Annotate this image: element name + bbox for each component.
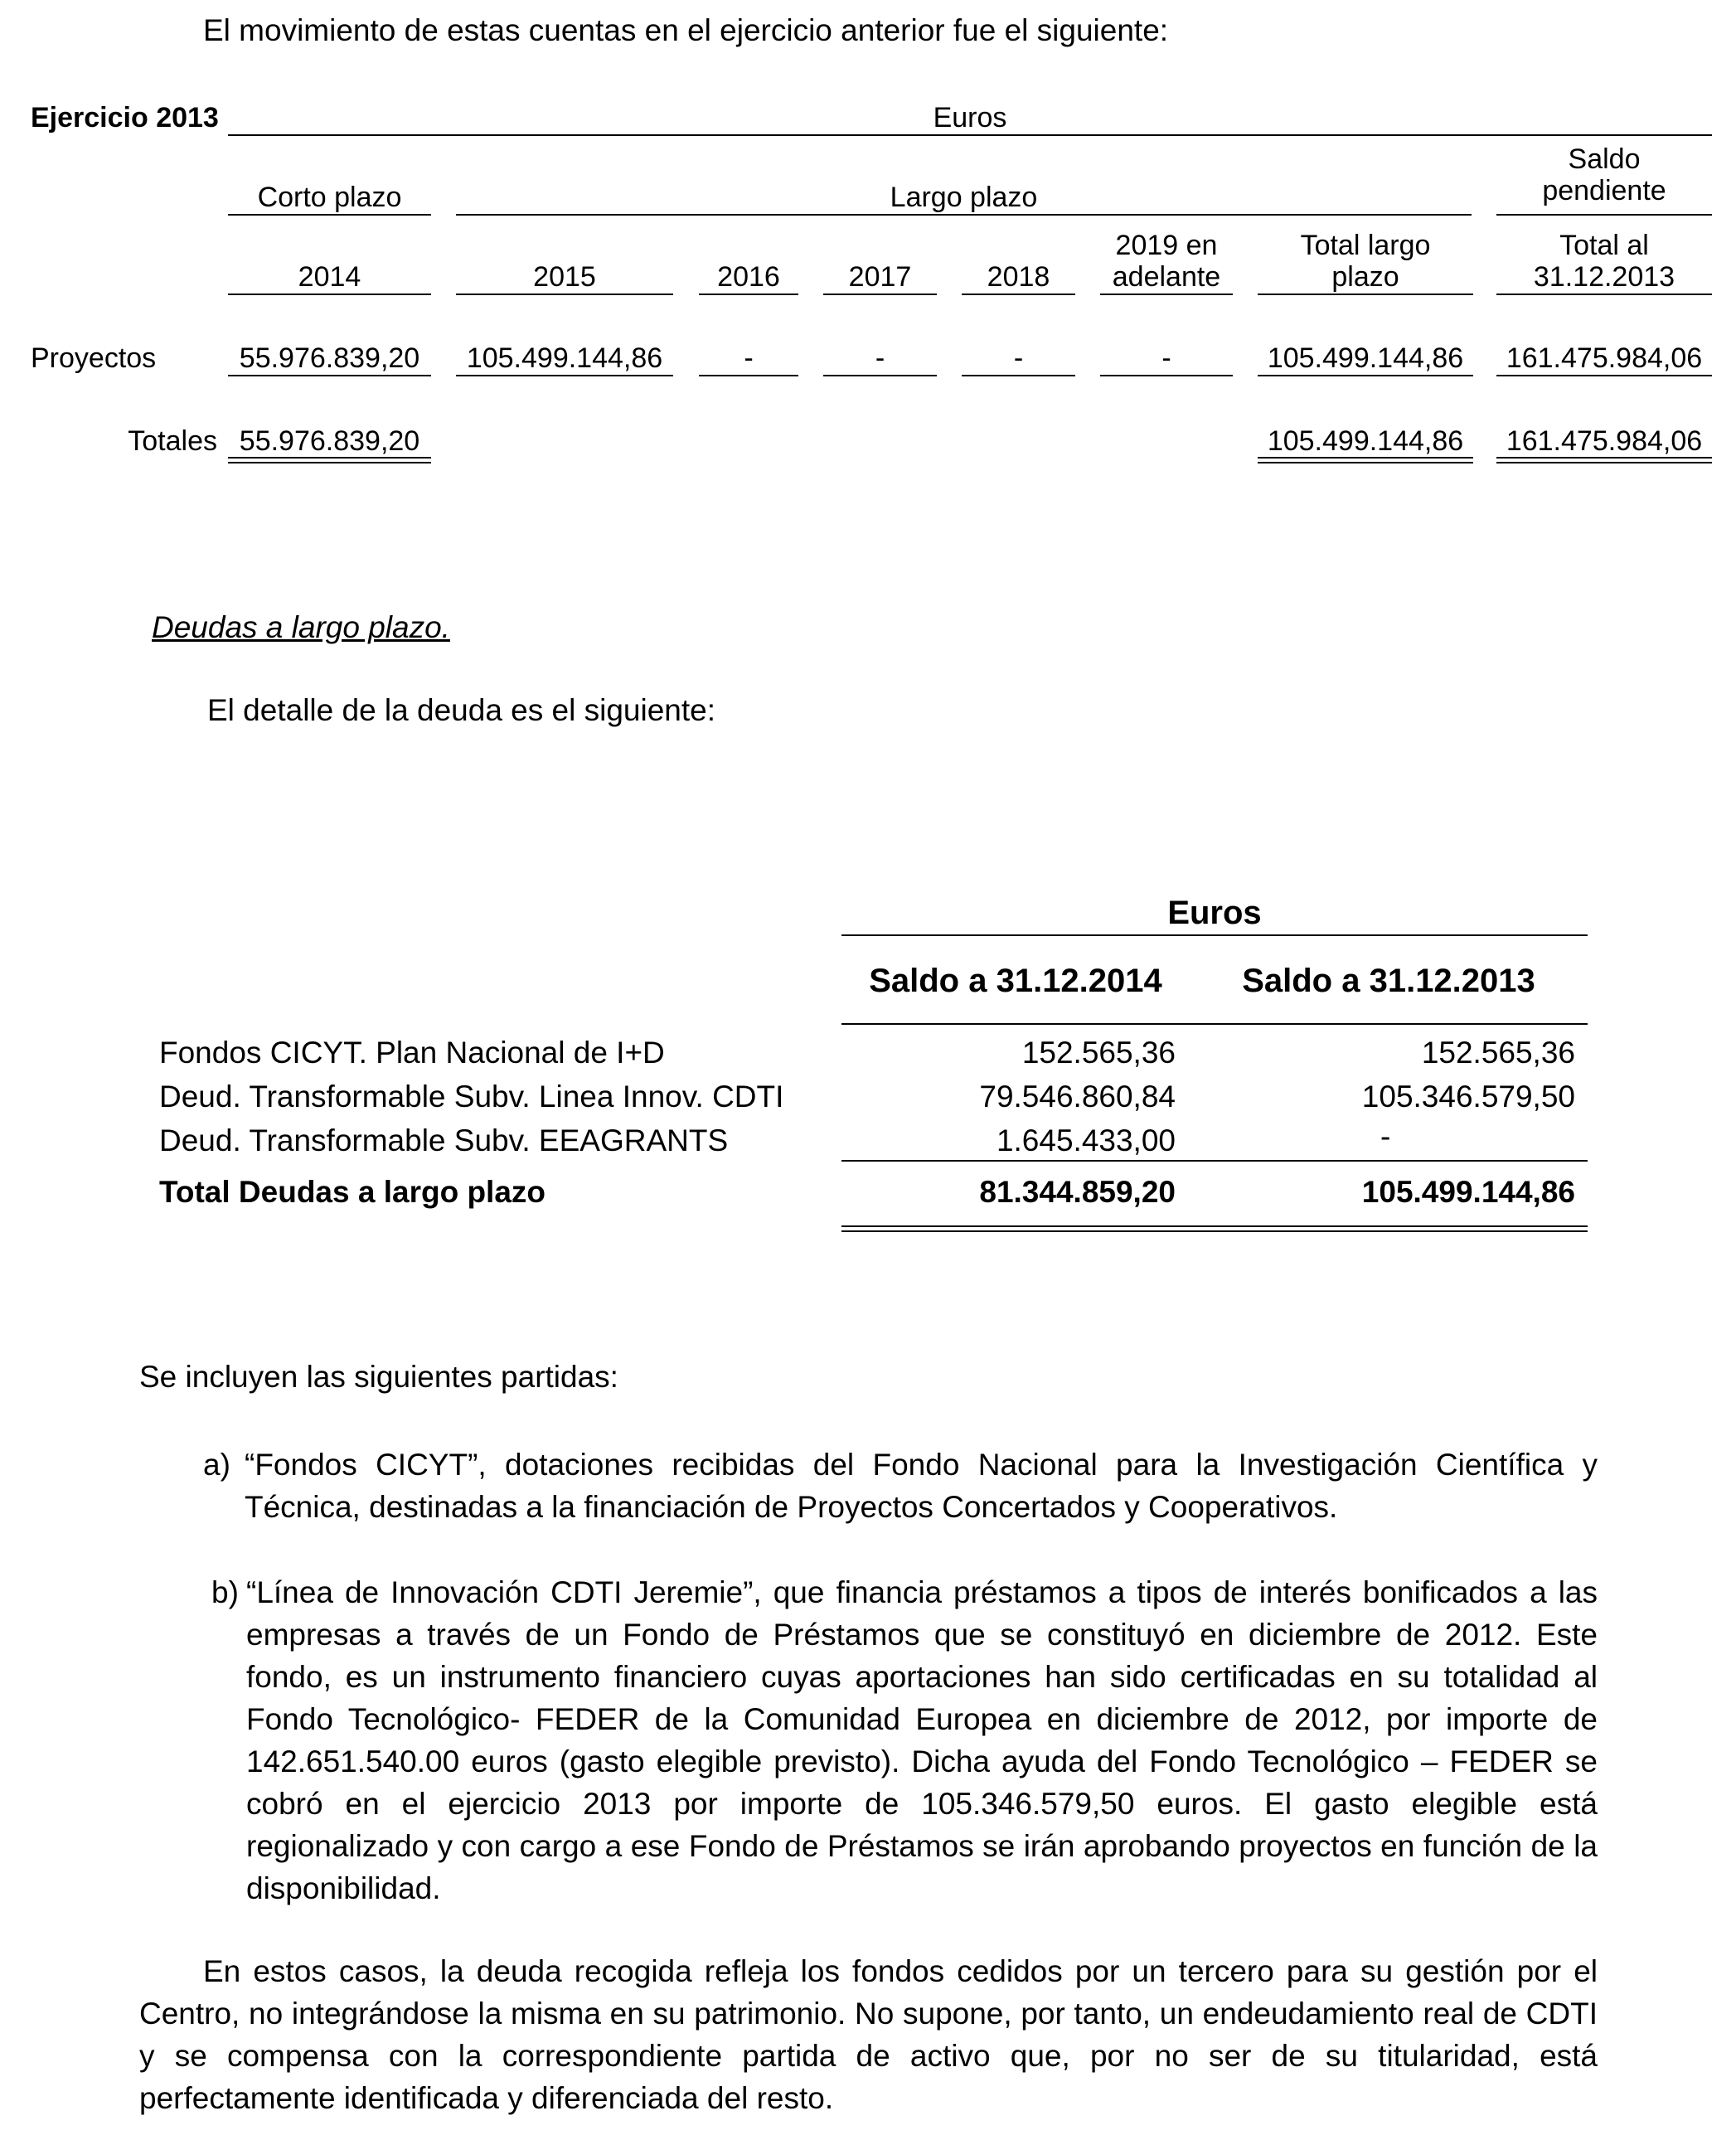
col-rule bbox=[456, 294, 673, 295]
row-rule bbox=[699, 375, 798, 376]
col-header-2014: 2014 bbox=[298, 261, 361, 293]
intro-text: El movimiento de estas cuentas en el ejercicio anterior fue el siguiente: bbox=[203, 13, 1169, 47]
cell-2014: 152.565,36 bbox=[1021, 1036, 1176, 1070]
row-rule bbox=[1496, 375, 1712, 376]
col-header-total-al-1: Total al bbox=[1559, 230, 1649, 261]
col-rule bbox=[228, 294, 431, 295]
item-text bbox=[245, 1444, 1598, 1528]
double-rule bbox=[1496, 457, 1712, 463]
table1-row-title: Ejercicio 2013 bbox=[31, 102, 219, 133]
table2-double-rule bbox=[841, 1225, 1588, 1232]
detail-text: El detalle de la deuda es el siguiente: bbox=[207, 693, 715, 727]
table2-col-2013: Saldo a 31.12.2013 bbox=[1242, 963, 1535, 999]
table2-col-2014: Saldo a 31.12.2014 bbox=[869, 963, 1162, 999]
cell-2013: - bbox=[1380, 1119, 1391, 1153]
col-header-total-al-2: 31.12.2013 bbox=[1533, 261, 1675, 293]
table1-currency: Euros bbox=[933, 102, 1007, 133]
col-rule bbox=[962, 294, 1075, 295]
cell-2018: - bbox=[1013, 342, 1024, 374]
cell-2014: 55.976.839,20 bbox=[239, 425, 420, 457]
table1-group-pending-1: Saldo bbox=[1568, 143, 1641, 175]
cell-2017: - bbox=[875, 342, 885, 374]
section-heading: Deudas a largo plazo. bbox=[152, 610, 450, 644]
item-b-paragraph: “Línea de Innovación CDTI Jeremie”, que financia préstamos a tipos de interés bonificados a las empresas a través de un Fondo de Préstamos que se constituyó en diciembre de 2012. Este fondo, es un instrumento financiero cuyas aportaciones han sido certificadas en su totalidad al Fondo Tecnológico- FEDER de la Comunidad Europea en diciembre de 2012, por importe de 142.651.540.00 euros (gasto elegible previsto). Dicha ayuda del Fondo Tecnológico – FEDER se cobró en el ejercicio 2013 por importe de 105.346.579,50 euros. El gasto elegible está regionalizado y con cargo a ese Fondo de Préstamos se irán aprobando proyectos en función de la disponibilidad. bbox=[246, 1575, 1598, 1905]
col-header-total-lp-1: Total largo bbox=[1300, 230, 1431, 261]
row-label: Deud. Transformable Subv. EEAGRANTS bbox=[159, 1123, 729, 1157]
cell-2013: 105.499.144,86 bbox=[1361, 1175, 1575, 1209]
col-header-2015: 2015 bbox=[533, 261, 596, 293]
table2-currency-rule bbox=[841, 934, 1588, 936]
col-rule bbox=[1496, 294, 1712, 295]
table1-group-rule-short bbox=[228, 214, 431, 216]
row-rule bbox=[823, 375, 937, 376]
col-rule bbox=[823, 294, 937, 295]
cell-2016: - bbox=[744, 342, 754, 374]
table1-group-rule-long bbox=[456, 214, 1472, 216]
col-header-2019-2: adelante bbox=[1112, 261, 1221, 293]
item-a-paragraph: “Fondos CICYT”, dotaciones recibidas del Fondo Nacional para la Investigación Científica y Técnica, destinadas a la financiación de Proyectos Concertados y Cooperativos. bbox=[245, 1448, 1598, 1524]
table2-header-rule bbox=[841, 1023, 1588, 1025]
col-rule bbox=[699, 294, 798, 295]
cell-2014: 1.645.433,00 bbox=[996, 1123, 1176, 1157]
table2-subtotal-rule bbox=[841, 1160, 1588, 1162]
closing-paragraph-text: En estos casos, la deuda recogida refleja los fondos cedidos por un tercero para su gestión por el Centro, no integrándose la misma en su patrimonio. No supone, por tanto, un endeudamiento real de CDTI y se compensa con la correspondiente partida de activo que, por no ser de su titularidad, está perfectamente identificada y diferenciada del resto. bbox=[139, 1954, 1598, 2115]
row-label: Totales bbox=[128, 425, 217, 457]
cell-total-lp: 105.499.144,86 bbox=[1267, 425, 1464, 457]
closing-paragraph bbox=[139, 1950, 1598, 2119]
double-rule bbox=[1258, 457, 1473, 463]
cell-2014: 55.976.839,20 bbox=[239, 342, 420, 374]
table2-currency: Euros bbox=[1167, 895, 1262, 931]
cell-2014: 79.546.860,84 bbox=[979, 1080, 1176, 1114]
table1-group-long: Largo plazo bbox=[890, 182, 1038, 213]
cell-total-al: 161.475.984,06 bbox=[1506, 342, 1703, 374]
cell-2019: - bbox=[1161, 342, 1171, 374]
row-rule bbox=[1100, 375, 1233, 376]
includes-text: Se incluyen las siguientes partidas: bbox=[139, 1360, 618, 1394]
row-label: Fondos CICYT. Plan Nacional de I+D bbox=[159, 1036, 665, 1070]
cell-2014: 81.344.859,20 bbox=[979, 1175, 1176, 1209]
item-text bbox=[246, 1571, 1598, 1909]
row-label: Total Deudas a largo plazo bbox=[159, 1175, 546, 1209]
col-rule bbox=[1258, 294, 1473, 295]
col-header-2017: 2017 bbox=[848, 261, 912, 293]
item-marker: a) bbox=[203, 1448, 230, 1482]
col-header-2018: 2018 bbox=[987, 261, 1050, 293]
row-rule bbox=[1258, 375, 1473, 376]
row-rule bbox=[228, 375, 431, 376]
cell-2015: 105.499.144,86 bbox=[466, 342, 663, 374]
table1-group-pending-2: pendiente bbox=[1542, 175, 1666, 206]
double-rule bbox=[228, 457, 431, 463]
row-rule bbox=[962, 375, 1075, 376]
cell-2013: 152.565,36 bbox=[1421, 1036, 1575, 1070]
col-header-2016: 2016 bbox=[717, 261, 780, 293]
row-label: Deud. Transformable Subv. Linea Innov. CDTI bbox=[159, 1080, 784, 1114]
cell-total-lp: 105.499.144,86 bbox=[1267, 342, 1464, 374]
table1-group-rule-pending bbox=[1496, 214, 1712, 216]
col-header-2019-1: 2019 en bbox=[1115, 230, 1218, 261]
table1-currency-rule bbox=[228, 134, 1712, 136]
cell-2013: 105.346.579,50 bbox=[1361, 1080, 1575, 1114]
row-label: Proyectos bbox=[31, 342, 157, 374]
cell-total-al: 161.475.984,06 bbox=[1506, 425, 1703, 457]
col-header-total-lp-2: plazo bbox=[1331, 261, 1399, 293]
item-marker: b) bbox=[211, 1575, 239, 1609]
table1-group-short: Corto plazo bbox=[257, 182, 402, 213]
row-rule bbox=[456, 375, 673, 376]
col-rule bbox=[1100, 294, 1233, 295]
